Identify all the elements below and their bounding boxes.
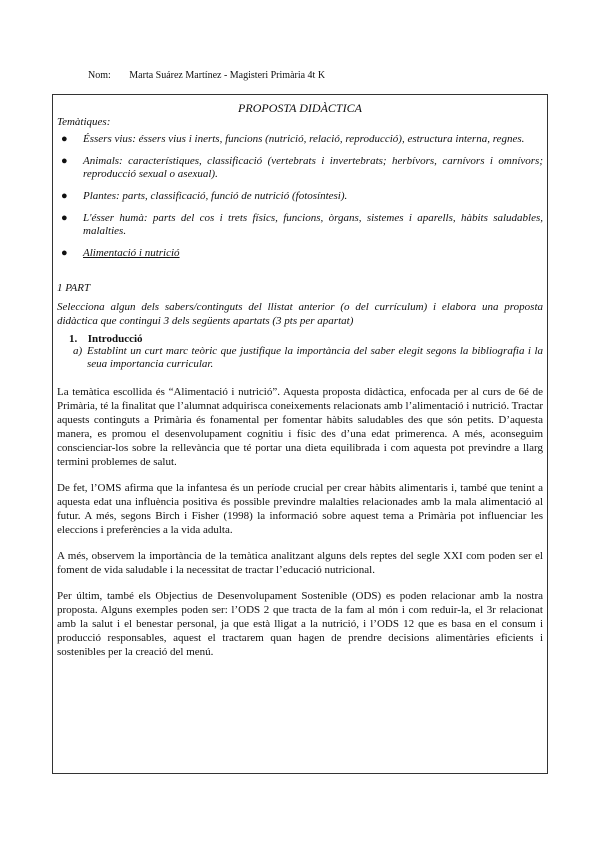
topic-text: Éssers vius: éssers vius i inerts, funcions (nutrició, relació, reproducció), estructura interna, regnes. — [83, 133, 525, 145]
topics-list — [57, 133, 543, 260]
paragraph: A més, observem la importància de la temàtica analitzant alguns dels reptes del segle XXI com poden ser el foment de vida saludable i la necessitat de tractar l’educació nutricional. — [57, 550, 543, 576]
section-title: Introducció — [87, 333, 143, 345]
bullet-icon: ● — [61, 212, 68, 224]
topic-item — [57, 155, 543, 181]
content-box — [52, 94, 548, 774]
name-line — [88, 70, 325, 81]
content-inner — [57, 95, 543, 659]
sub-item — [57, 345, 543, 371]
topic-text: L'ésser humà: parts del cos i trets físics, funcions, òrgans, sistemes i aparells, hàbits saludables, malalties. — [83, 212, 543, 237]
name-label: Nom: — [88, 70, 111, 81]
topics-label: Temàtiques: — [57, 116, 111, 128]
name-value: Marta Suárez Martínez - Magisteri Primària 4t K — [129, 70, 326, 81]
section-heading — [57, 333, 543, 345]
topic-item — [57, 247, 543, 260]
instruction-text: Selecciona algun dels sabers/continguts del llistat anterior (o del currículum) i elabora una proposta didàctica que contingui 3 dels següents apartats (3 pts per apartat) — [57, 301, 543, 327]
paragraph: La temàtica escollida és “Alimentació i nutrició”. Aquesta proposta didàctica, enfocada per al curs de 6é de Primària, té la finalitat que l’alumnat adquirisca coneixements relacionats amb l’alimentació i nutrició. Tractar aquests continguts a Primària és fonamental per fomentar hàbits saludables des que són petits. D’aquesta manera, es promou el desenvolupament cognitiu i físic des d’una edat primerenca. A més, aconseguim conscienciar-los sobre la rellevància que té portar una dieta equilibrada i com aquesta pot previndre a llarg termini problemes de salut. — [57, 386, 543, 468]
paragraph: Per últim, també els Objectius de Desenvolupament Sostenible (ODS) es poden relacionar amb la nostra proposta. Alguns exemples poden ser: l’ODS 2 que tracta de la fam al món i com reduir-la, el 3r relacionat amb la salut i el benestar personal, ja que està lligat a la nutrició, i l’ODS 12 que es basa en el consum i producció responsables, aquest el tractarem quan hagen de prendre decisions alimentàries eficients i sostenibles per la creació del menú. — [57, 590, 543, 658]
topic-text: Animals: característiques, classificació (vertebrats i invertebrats; herbívors, carnívors i omnívors; reproducció sexual o asexual). — [83, 155, 543, 180]
bullet-icon: ● — [61, 155, 68, 167]
topic-item — [57, 133, 543, 146]
paragraph: De fet, l’OMS afirma que la infantesa és un període crucial per crear hàbits alimentaris i, també que tenint a aquesta edat una influència positiva és possible previndre malalties relacionades amb la mala alimentació al futur. A més, segons Birch i Fisher (1998) la informació sobre aquest tema a Primària pot influenciar les eleccions i preferències a la vida adulta. — [57, 482, 543, 536]
bullet-icon: ● — [61, 247, 68, 259]
bullet-icon: ● — [61, 133, 68, 145]
topic-item — [57, 212, 543, 238]
sub-text: Establint un curt marc teòric que justifique la importància del saber elegit segons la bibliografia i la seua importancia curricular. — [87, 345, 543, 370]
topic-text-selected: Alimentació i nutrició — [83, 247, 180, 259]
topic-text: Plantes: parts, classificació, funció de nutrició (fotosíntesi). — [83, 190, 348, 202]
doc-title: PROPOSTA DIDÀCTICA — [238, 101, 362, 115]
bullet-icon: ● — [61, 190, 68, 202]
topic-item — [57, 190, 543, 203]
part-label: 1 PART — [57, 282, 91, 294]
section-number: 1. — [69, 333, 78, 345]
sub-letter: a) — [73, 345, 83, 357]
